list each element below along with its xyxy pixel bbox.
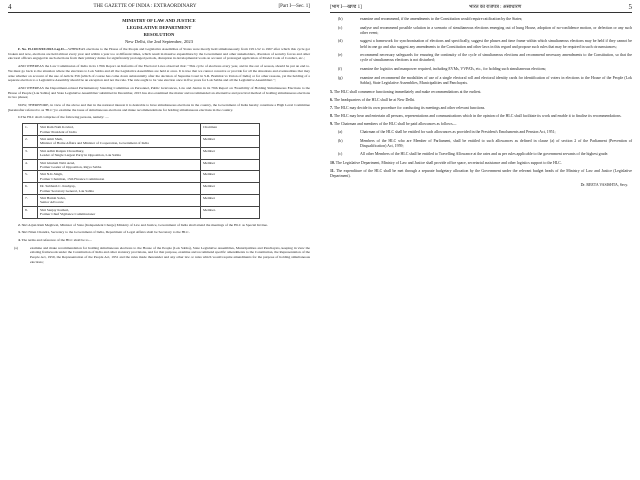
member-description: Leader of Single Largest Party in Opposition, Lok Sabha [40, 153, 121, 158]
table-row [23, 171, 260, 183]
table-row [23, 206, 260, 218]
members-table [22, 123, 260, 219]
member-cell [38, 195, 201, 207]
gazette-title-hindi: भारत का राजपत्र : असाधारण [468, 5, 522, 10]
paragraph-text: Shri Niten Chandra, Secretary to the Government of India, Department of Legal Affairs shall be Secretary to the HLC. [21, 230, 190, 235]
paragraph-3 [8, 230, 310, 235]
right-page-header [330, 4, 632, 13]
file-number: F. No. H-11019/03/2023-Leg.II.— [18, 47, 69, 51]
paragraph-text: The HLC may decide its own procedure for conducting its meetings and other relevant functions. [333, 105, 486, 110]
member-description: Minister of Home Affairs and Minister of Cooperation, Government of India [40, 141, 149, 146]
member-role: Member [201, 147, 260, 159]
member-role: Chairman [201, 124, 260, 136]
list-item [330, 130, 632, 135]
member-description: Former Chairman, 15th Finance Commission [40, 176, 105, 181]
paragraph-preamble-4: NOW, THEREFORE, in view of the above and that in the national interest it is desirable to have simultaneous elections in the country, the Government of India hereby constitute a High Level Committee [hereinafter referred to as 'HLC'] to examine the issue of simultaneous elections and make recommendations for holding simultaneous elections in the country. [8, 103, 310, 112]
member-name: Shri Amit Shah, [40, 136, 63, 141]
item-text: examine the logistics and manpower required, including EVMs, VVPATs, etc., for holding such simultaneous elections; [360, 67, 547, 72]
list-item [330, 26, 632, 36]
item-label: (e) [338, 53, 343, 58]
paragraph-2 [8, 223, 310, 228]
allowances-list [330, 130, 632, 158]
item-text: All other Members of the HLC shall be entitled to Travelling Allowance at the rates and as per rules applicable to the government servants of the highest grade. [360, 152, 609, 157]
paragraph-text: Shri Arjun Ram Meghwal, Minister of State (Independent Charge) Ministry of Law and Justice, Government of India shall attend the meetings of the HLC as Special Invitee. [21, 222, 268, 227]
paragraph-1 [8, 115, 310, 120]
paragraph-preamble-1 [8, 47, 310, 61]
place-date: New Delhi, the 2nd September, 2023 [124, 39, 194, 44]
member-cell [38, 135, 201, 147]
paragraph-4 [8, 238, 310, 243]
item-label: (a) [338, 129, 343, 134]
member-number: 2. [23, 135, 38, 147]
paragraph-number: 3. [18, 230, 21, 235]
resolution-heading: RESOLUTION [143, 32, 175, 37]
paragraph-number: 8. [330, 113, 333, 118]
paragraph-text: The Chairman and members of the HLC shall be paid allowances as follows— [333, 121, 457, 126]
member-description: Former Leader of Opposition, Rajya Sabha [40, 164, 102, 169]
paragraph-text: The HLC may hear and entertain all persons, representations and communications which in the opinion of the HLC shall facilitate its work and enable it to finalise its recommendations. [333, 113, 622, 118]
member-description: Former Secretary General, Lok Sabha [40, 188, 94, 193]
member-name: Shri Adhir Ranjan Chowdhury, [40, 148, 85, 153]
member-name: Shri Harish Salve, [40, 196, 66, 201]
ministry-heading: MINISTRY OF LAW AND JUSTICE [122, 18, 196, 23]
item-label: (b) [338, 17, 343, 21]
item-label: (g) [338, 75, 343, 80]
paragraph-5 [330, 90, 632, 95]
member-role: Member. [201, 206, 260, 218]
member-name: Shri Ram Nath Kovind, [40, 125, 74, 130]
paragraph-text: The terms and reference of the HLC shall be to— [21, 238, 92, 243]
item-text: recommend necessary safeguards for ensuring the continuity of the cycle of simultaneous elections and recommend necessary amendments to the Constitution, so that the cycle of simultaneous elections is not disturbed; [360, 53, 632, 63]
paragraph-10 [330, 161, 632, 166]
item-label: (b) [338, 138, 343, 143]
member-role: Member [201, 195, 260, 207]
part-section-hindi: [भाग I—खण्ड 1] [330, 5, 362, 10]
member-number: 7. [23, 195, 38, 207]
paragraph-text: The headquarters of the HLC shall be at New Delhi. [333, 97, 416, 102]
member-cell [38, 171, 201, 183]
table-row [23, 135, 260, 147]
member-role: Member [201, 135, 260, 147]
item-label: (f) [338, 67, 342, 72]
item-text: examine and recommend, if the amendments to the Constitution would require ratification by the States; [360, 17, 523, 21]
signature: Dr. REETA VASISHTA, Secy. [580, 183, 628, 188]
paragraph-9 [330, 122, 632, 127]
item-text: analyse and recommend possible solution in a scenario of simultaneous elections emerging out of hung House, adoption of no-confidence motion, or defection or any such other event; [360, 25, 632, 35]
list-item [330, 76, 632, 86]
paragraph-text: The Legislative Department, Ministry of Law and Justice shall provide office space, secretarial assistance and other logistics support to the HLC. [335, 161, 562, 166]
member-name: Dr. Subhash C. Kashyap, [40, 184, 76, 189]
paragraph-text: WHEREAS elections to the House of the People and Legislative Assemblies of States were mostly held simultaneously from 1951-52 to 1967 after which this cycle got broken and now, elections are held almost every year and within a year too at different times, which result in massive expenditure by the Government and other stakeholders, diversion of security forces and other electoral officers engaged in such elections from their primary duties for significantly prolonged periods, disruption in developmental work on account of prolonged application of Model Code of Conduct, etc.; [8, 47, 310, 61]
list-item [330, 17, 632, 22]
paragraph-8 [330, 114, 632, 119]
member-cell [38, 147, 201, 159]
member-number: 6. [23, 183, 38, 195]
paragraph-number: 2. [18, 222, 21, 227]
member-cell [38, 124, 201, 136]
list-item [330, 139, 632, 149]
member-number: 5. [23, 171, 38, 183]
table-row [23, 159, 260, 171]
terms-list [330, 17, 632, 86]
paragraph-11 [330, 169, 632, 179]
table-row [23, 124, 260, 136]
list-item [330, 152, 632, 157]
paragraph-number: 9. [330, 121, 333, 126]
member-number: 4. [23, 159, 38, 171]
paragraph-number: 11. [330, 169, 335, 174]
member-role: Member [201, 159, 260, 171]
member-name: Shri N.K.Singh, [40, 172, 63, 177]
paragraph-text: The HLC shall commence functioning immediately and make recommendations at the earliest. [333, 89, 482, 94]
member-cell [38, 206, 201, 218]
member-number: 8. [23, 206, 38, 218]
page-number: 4 [8, 3, 12, 11]
list-item [330, 67, 632, 72]
item-label: (c) [338, 152, 343, 157]
paragraph-number: 4. [18, 238, 21, 243]
list-item [330, 39, 632, 49]
item-text: Members of the HLC who are Member of Parliament, shall be entitled to such allowances as defined in clause (a) of section 2 of the Parliament (Prevention of Disqualification) Act, 1959; [360, 138, 632, 148]
paragraph-number: 7. [330, 105, 333, 110]
paragraph-text: The expenditure of the HLC shall be met through a separate budgetary allocation by the Government under the relevant budget heads of the Ministry of Law and Justice (Legislative Department). [330, 169, 633, 179]
member-cell [38, 159, 201, 171]
paragraph-number: 10. [330, 161, 335, 166]
paragraph-preamble-3: AND WHEREAS the Department-related Parliamentary Standing Committee on Personnel, Public Grievances, Law and Justice in its 79th Report on 'Feasibility of Holding Simultaneous Elections to the House of People (Lok Sabha) and State Legislative Assemblies' submitted in December, 2015 has also examined the matter and recommended an alternative and practical method of holding simultaneous elections in two phases; [8, 85, 310, 100]
table-row [23, 147, 260, 159]
table-row [23, 195, 260, 207]
member-role: Member [201, 183, 260, 195]
part-section: [Part I—Sec. 1] [278, 4, 310, 9]
member-number: 1. [23, 124, 38, 136]
paragraph-number: 5. [330, 89, 333, 94]
paragraph-7 [330, 106, 632, 111]
paragraph-number: 6. [330, 97, 333, 102]
item-label: (a) [14, 245, 18, 250]
member-cell [38, 183, 201, 195]
item-label: (c) [338, 25, 343, 30]
paragraph-text: The HLC shall comprise of the following persons, namely: — [20, 115, 109, 120]
paragraph-number: 1. [18, 115, 21, 120]
member-description: Former President of India [40, 129, 77, 134]
gazette-title: THE GAZETTE OF INDIA : EXTRAORDINARY [93, 4, 197, 9]
department-heading: LEGISLATIVE DEPARTMENT [126, 25, 192, 30]
paragraph-6 [330, 98, 632, 103]
member-name: Shri Ghulam Nabi Azad, [40, 160, 76, 165]
item-label: (d) [338, 39, 343, 44]
member-name: Shri Sanjay Kothari, [40, 207, 70, 212]
item-text: suggest a framework for synchronisation of elections and specifically, suggest the phases and time frame within which simultaneous elections may be held if they cannot be held in one go and also suggest any amendments to the Constitution and other laws in this regard and propose such rules that may be required in such circumstances; [360, 39, 632, 49]
item-text: examine and recommend the modalities of use of a single electoral roll and electoral identity cards for identification of voters in elections to the House of the People (Lok Sabha), State Legislative Assemblies, Municipalities and Panchayats. [360, 75, 632, 85]
member-description: Former Chief Vigilance Commissioner [40, 212, 96, 217]
item-text: examine and make recommendation for holding simultaneous elections to the House of the People (Lok Sabha), State Legislative Assemblies, Municipalities and Panchayats, keeping in view the existing framework under the Constitution of India and other statutory provisions, and for that purpose, examine and recommend specific amendments to the Constitution, the Representation of the People Act, 1950, the Representation of the People Act, 1951 and the rules made thereunder and any other law or rules which would require amendments for the purpose of holding simultaneous elections; [30, 245, 310, 264]
right-page [320, 0, 640, 480]
table-row [23, 183, 260, 195]
list-item [330, 53, 632, 63]
member-description: Senior Advocate [40, 200, 64, 205]
member-number: 3. [23, 147, 38, 159]
member-role: Member [201, 171, 260, 183]
left-page-header [8, 4, 310, 13]
page-number: 5 [628, 3, 632, 11]
paragraph-preamble-2: AND WHEREAS the Law Commission of India in its 170th Report on Reforms of the Electoral Laws observed that: "This cycle of elections every year, and in the out of season, should be put an end to. We must go back to the situation where the elections to Lok Sabha and all the Legislative Assemblies are held at once. It is true that we cannot conceive or provide for all the situations and eventualities that may arise whether on account of the use of Article 356 (which of course has come down substantially after the decision of Supreme Court in S.R. Bommai vs Union of India) or for other reasons, yet the holding of a separate election to a Legislative Assembly should be an exception and not the rule. The rule ought to be 'one election once in five years for Lok Sabha and all the Legislative Assemblies'."; [8, 64, 310, 83]
item-text: Chairman of the HLC shall be entitled for such allowances as provided in the President's Emoluments and Pension Act, 1951; [360, 129, 556, 134]
terms-item-a [8, 246, 310, 265]
